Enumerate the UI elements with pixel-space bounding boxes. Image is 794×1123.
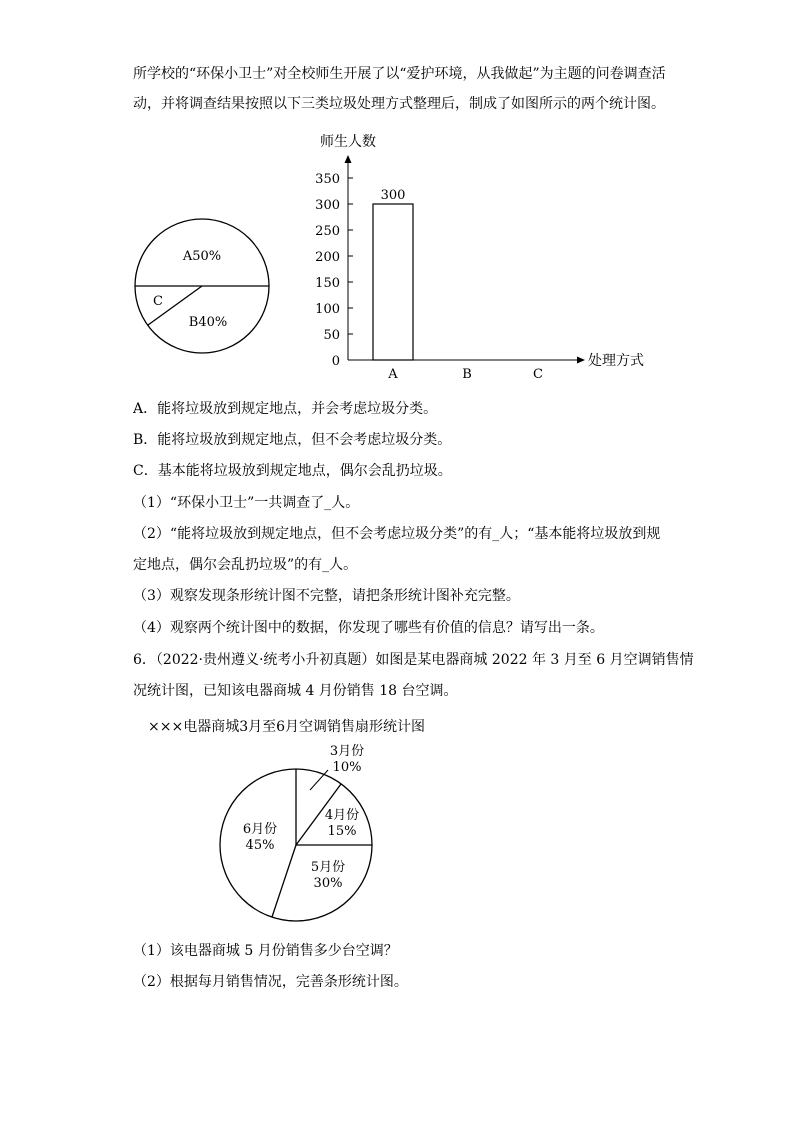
slice-mar-pct: 10% xyxy=(332,760,362,775)
pie-chart-title: ×××电器商城3月至6月空调销售扇形统计图 xyxy=(148,719,426,735)
question-2-line-1: （2）“能将垃圾放到规定地点，但不会考虑垃圾分类”的有_人；“基本能将垃圾放到规 xyxy=(133,526,661,542)
y-tick-label: 150 xyxy=(315,276,340,291)
slice-label-c: C xyxy=(153,294,163,309)
y-axis-label: 师生人数 xyxy=(320,134,376,150)
pie-chart-disposal xyxy=(130,216,275,361)
bar-chart-disposal xyxy=(300,126,660,386)
slice-label-b: B40% xyxy=(188,315,228,330)
question-3: （3）观察发现条形统计图不完整，请把条形统计图补充完整。 xyxy=(133,588,520,604)
option-a: A．能将垃圾放到规定地点，并会考虑垃圾分类。 xyxy=(133,401,438,417)
problem-6-question-1: （1）该电器商城 5 月份销售多少台空调？ xyxy=(133,943,398,959)
problem-6-line-1: 6．（2022·贵州遵义·统考小升初真题）如图是某电器商城 2022 年 3 月至 6 月空调销售情 xyxy=(133,652,694,668)
slice-apr-name: 4月份 xyxy=(324,808,360,823)
y-tick-label: 250 xyxy=(315,224,340,239)
question-2-line-2: 定地点，偶尔会乱扔垃圾”的有_人。 xyxy=(133,557,358,573)
pie-chart-sales xyxy=(218,738,378,924)
y-tick-label: 100 xyxy=(315,302,340,317)
x-category-label: A xyxy=(388,367,398,382)
bar-a xyxy=(373,204,413,360)
y-tick-label: 50 xyxy=(323,328,340,343)
x-category-label: B xyxy=(462,367,472,382)
y-tick-label: 200 xyxy=(315,250,340,265)
intro-line-2: 动，并将调查结果按照以下三类垃圾处理方式整理后，制成了如图所示的两个统计图。 xyxy=(133,96,665,112)
slice-jun-pct: 45% xyxy=(245,838,275,853)
y-tick-label: 300 xyxy=(315,198,340,213)
slice-label-a: A50% xyxy=(182,249,222,264)
problem-6-question-2: （2）根据每月销售情况，完善条形统计图。 xyxy=(133,974,408,990)
x-axis-arrow xyxy=(577,357,585,364)
y-axis-arrow xyxy=(345,155,352,163)
slice-jun-name: 6月份 xyxy=(242,822,278,837)
slice-mar-name: 3月份 xyxy=(329,744,365,759)
question-1: （1）“环保小卫士”一共调查了_人。 xyxy=(133,495,360,511)
problem-6-line-2: 况统计图，已知该电器商城 4 月份销售 18 台空调。 xyxy=(133,683,458,699)
x-axis-label: 处理方式 xyxy=(588,353,644,369)
question-4: （4）观察两个统计图中的数据，你发现了哪些有价值的信息？请写出一条。 xyxy=(133,620,604,636)
y-tick-label: 0 xyxy=(331,354,340,369)
slice-may-name: 5月份 xyxy=(310,860,346,875)
option-c: C．基本能将垃圾放到规定地点，偶尔会乱扔垃圾。 xyxy=(133,463,452,479)
x-category-label: C xyxy=(533,367,543,382)
slice-apr-pct: 15% xyxy=(327,824,357,839)
option-b: B．能将垃圾放到规定地点，但不会考虑垃圾分类。 xyxy=(133,432,452,448)
intro-line-1: 所学校的“环保小卫士”对全校师生开展了以“爱护环境，从我做起”为主题的问卷调查活 xyxy=(133,66,666,82)
slice-may-pct: 30% xyxy=(313,876,343,891)
y-tick-label: 350 xyxy=(315,172,340,187)
bar-data-label: 300 xyxy=(380,188,406,203)
